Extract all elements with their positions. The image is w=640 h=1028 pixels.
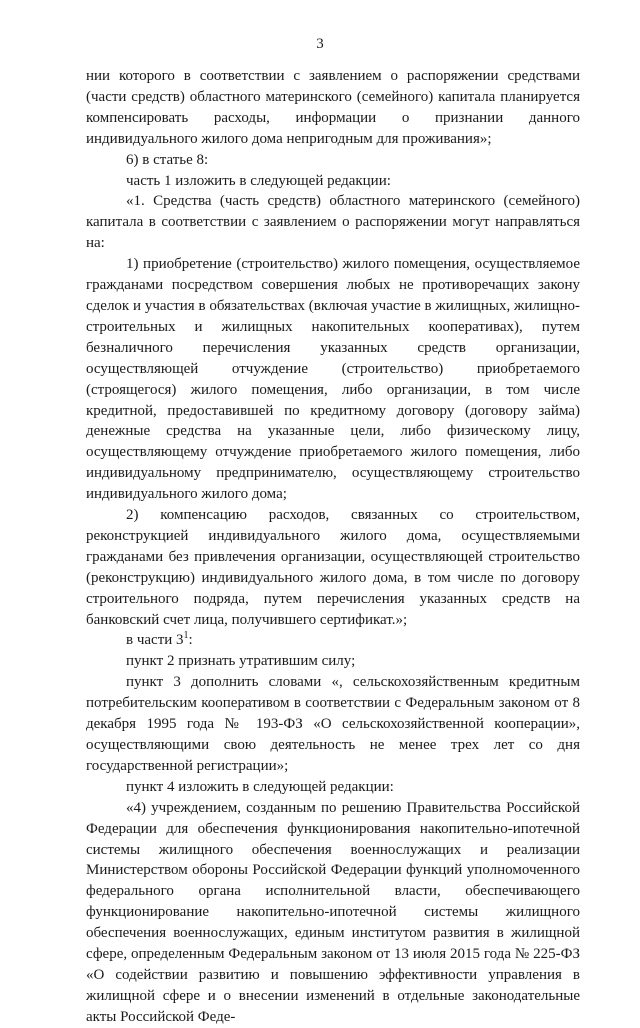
paragraph-item-1: 1) приобретение (строительство) жилого помещения, осуществляемое гражданами посредством совершения любых не противоречащих закону сделок и участия в обязательствах (включая участие в жилищных, жилищно-строительных и жилищных накопительных кооперативах), путем безналичного перечисления указанных средств организации, осуществляющей отчуждение (строительство) приобретаемого (строящегося) жилого помещения, либо организации, в том числе кредитной, предоставившей по кредитному договору (договору займа) денежные средства на указанные цели, либо физическому лицу, осуществляющему отчуждение приобретаемого жилого помещения, либо индивидуальному предпринимателю, осуществляющему строительство индивидуального жилого дома; [86, 256, 580, 503]
paragraph-part-3-1 [86, 630, 580, 651]
paragraph-point-2: пункт 2 признать утратившим силу; [126, 653, 356, 670]
part-3-label: в части 3 [126, 632, 184, 649]
page-number: 3 [316, 36, 324, 52]
paragraph-part-1-text: «1. Средства (часть средств) областного материнского (семейного) капитала в соответствии с заявлением о распоряжении могут направляться на: [86, 193, 580, 252]
paragraph-item-2: 2) компенсацию расходов, связанных со строительством, реконструкцией индивидуального жилого дома, осуществляемыми гражданами без привлечения организации, осуществляющей строительство (реконструкцию) индивидуального жилого дома, в том числе по договору строительного подряда, путем перечисления указанных средств на банковский счет лица, получившего сертификат.»; [86, 507, 580, 628]
paragraph-part-1-intro: часть 1 изложить в следующей редакции: [126, 172, 391, 189]
paragraph-point-4-text: «4) учреждением, созданным по решению Правительства Российской Федерации для обеспечения функционирования накопительно-ипотечной системы жилищного обеспечения военнослужащих и реализации Министерством обороны Российской Федерации функций уполномоченного федерального органа исполнительной власти, обеспечивающего функционирование накопительно-ипотечной системы жилищного обеспечения военнослужащих, единым институтом развития в жилищной сфере, определенным Федеральным законом от 13 июля 2015 года № 225-ФЗ «О содействии развитию и повышению эффективности управления в жилищной сфере и о внесении изменений в отдельные законодательные акты Российской Феде- [86, 799, 580, 1025]
part-3-colon: : [188, 632, 193, 649]
paragraph-article-8-item-6: 6) в статье 8: [126, 151, 209, 168]
document-body [86, 66, 580, 1028]
superscript-1: 1 [183, 630, 189, 642]
paragraph-continuation: нии которого в соответствии с заявлением о распоряжении средствами (части средств) областного материнского (семейного) капитала планируется компенсировать расходы, информации о признании данного индивидуального жилого дома непригодным для проживания»; [86, 68, 580, 147]
paragraph-point-4-intro: пункт 4 изложить в следующей редакции: [126, 778, 394, 795]
paragraph-point-3: пункт 3 дополнить словами «, сельскохозяйственным кредитным потребительским кооперативом в соответствии с Федеральным законом от 8 декабря 1995 года № 193-ФЗ «О сельскохозяйственной кооперации», осуществляющими свою деятельность не менее трех лет со дня государственной регистрации»; [86, 674, 580, 774]
